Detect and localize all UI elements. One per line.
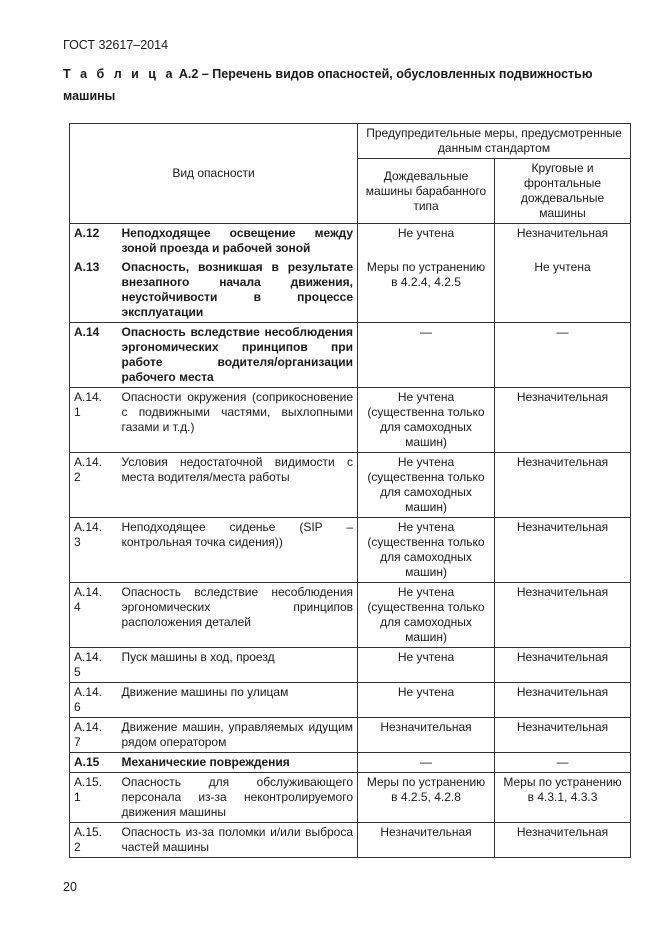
- row-drum-measure: Незначительная: [358, 823, 495, 858]
- row-drum-measure: Не учтена (существенна только для самоходных машин): [358, 583, 495, 648]
- table-row: [70, 518, 631, 583]
- row-circular-measure: Незначительная: [495, 823, 631, 858]
- table-row: [70, 323, 631, 388]
- row-hazard-name: Опасность вследствие несоблюдения эргономических принципов при работе водителя/организации рабочего места: [118, 323, 358, 388]
- table-row: [70, 823, 631, 858]
- table-row: [70, 258, 631, 323]
- row-code: А.14: [70, 323, 118, 388]
- row-circular-measure: —: [495, 323, 631, 388]
- row-drum-measure: Не учтена (существенна только для самоходных машин): [358, 518, 495, 583]
- table-row: [70, 224, 631, 259]
- row-drum-measure: —: [358, 753, 495, 773]
- row-hazard-name: Неподходящее освещение между зоной проезда и рабочей зоной: [118, 224, 358, 259]
- row-circular-measure: Незначительная: [495, 583, 631, 648]
- table-row: [70, 773, 631, 823]
- row-drum-measure: Не учтена (существенна только для самоходных машин): [358, 388, 495, 453]
- row-drum-measure: —: [358, 323, 495, 388]
- row-circular-measure: Меры по устранению в 4.3.1, 4.3.3: [495, 773, 631, 823]
- table-row: [70, 648, 631, 683]
- row-code: А.14. 5: [70, 648, 118, 683]
- row-circular-measure: Незначительная: [495, 518, 631, 583]
- row-drum-measure: Не учтена: [358, 683, 495, 718]
- row-code: А.14. 4: [70, 583, 118, 648]
- row-circular-measure: Незначительная: [495, 388, 631, 453]
- row-code: А.15. 2: [70, 823, 118, 858]
- row-code: А.14. 3: [70, 518, 118, 583]
- row-code: А.15: [70, 753, 118, 773]
- document-code: ГОСТ 32617–2014: [63, 38, 169, 52]
- row-drum-measure: Меры по устранению в 4.2.4, 4.2.5: [358, 258, 495, 323]
- table-row: [70, 583, 631, 648]
- row-hazard-name: Механические повреждения: [118, 753, 358, 773]
- header-hazard-type: Вид опасности: [70, 124, 358, 224]
- row-circular-measure: Незначительная: [495, 683, 631, 718]
- row-hazard-name: Опасность для обслуживающего персонала из-за неконтролируемого движения машины: [118, 773, 358, 823]
- table-body: [70, 224, 631, 858]
- row-hazard-name: Опасности окружения (соприкосновение с подвижными частями, выхлопными газами и т.д.): [118, 388, 358, 453]
- table-row: [70, 718, 631, 753]
- row-hazard-name: Условия недостаточной видимости с места водителя/места работы: [118, 453, 358, 518]
- row-drum-measure: Не учтена: [358, 224, 495, 259]
- row-code: А.14. 1: [70, 388, 118, 453]
- row-hazard-name: Движение машины по улицам: [118, 683, 358, 718]
- row-circular-measure: Незначительная: [495, 453, 631, 518]
- row-code: А.12: [70, 224, 118, 259]
- row-circular-measure: —: [495, 753, 631, 773]
- row-hazard-name: Движение машин, управляемых идущим рядом оператором: [118, 718, 358, 753]
- table-caption-label: Т а б л и ц а: [63, 67, 176, 81]
- row-circular-measure: Не учтена: [495, 258, 631, 323]
- row-circular-measure: Незначительная: [495, 224, 631, 259]
- row-code: А.15. 1: [70, 773, 118, 823]
- row-drum-measure: Не учтена: [358, 648, 495, 683]
- row-drum-measure: Меры по устранению в 4.2.5, 4.2.8: [358, 773, 495, 823]
- row-hazard-name: Неподходящее сиденье (SIP – контрольная точка сидения)): [118, 518, 358, 583]
- table-row: [70, 388, 631, 453]
- header-circular-machines: Круговые и фронтальные дождевальные машины: [495, 159, 631, 224]
- row-hazard-name: Опасность вследствие несоблюдения эргономических принципов расположения деталей: [118, 583, 358, 648]
- table-row: [70, 683, 631, 718]
- row-code: А.14. 7: [70, 718, 118, 753]
- row-code: А.13: [70, 258, 118, 323]
- page-number: 20: [63, 880, 77, 894]
- row-hazard-name: Пуск машины в ход, проезд: [118, 648, 358, 683]
- row-hazard-name: Опасность, возникшая в результате внезапного начала движения, неустойчивости в процессе эксплуатации: [118, 258, 358, 323]
- row-hazard-name: Опасность из-за поломки и/или выброса частей машины: [118, 823, 358, 858]
- row-code: А.14. 2: [70, 453, 118, 518]
- header-drum-machines: Дождевальные машины барабанного типа: [358, 159, 495, 224]
- table-header-row: [70, 124, 631, 159]
- row-drum-measure: Не учтена (существенна только для самоходных машин): [358, 453, 495, 518]
- table-row: [70, 453, 631, 518]
- row-drum-measure: Незначительная: [358, 718, 495, 753]
- header-measures-group: Предупредительные меры, предусмотренные данным стандартом: [358, 124, 631, 159]
- hazard-table: [69, 123, 631, 858]
- table-row: [70, 753, 631, 773]
- row-circular-measure: Незначительная: [495, 648, 631, 683]
- table-caption-title: А.2 – Перечень видов опасностей, обусловленных подвижностью машины: [63, 67, 593, 103]
- row-circular-measure: Незначительная: [495, 718, 631, 753]
- row-code: А.14. 6: [70, 683, 118, 718]
- table-caption: [63, 63, 623, 107]
